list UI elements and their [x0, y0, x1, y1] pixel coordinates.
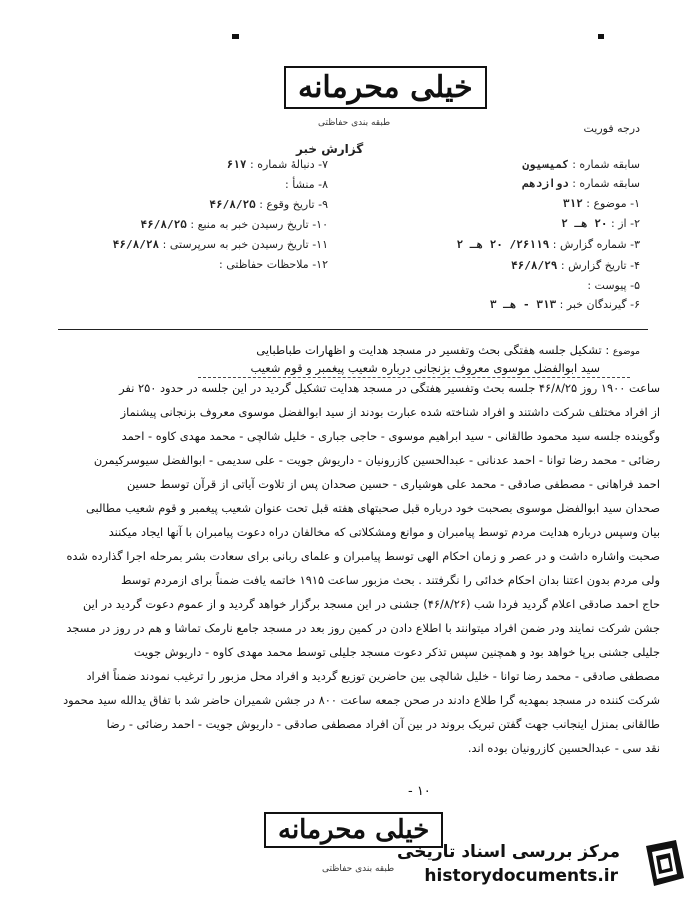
field-row: سابقه شماره : دوازدهم — [522, 177, 640, 190]
body-line: حاج احمد صادقی اعلام گردید فردا شب (۴۶/۸/۲۶) جشنی در این مسجد برگزار خواهد گردید و از عموم دعوت گردید در این — [82, 597, 660, 611]
body-line: نقد سی - عبدالحسین کازرونیان بوده اند. — [467, 741, 660, 755]
field-row: ۴- تاریخ گزارش : ۴۶/۸/۲۹ — [511, 259, 640, 272]
body-line: جلیلی جشنی برپا خواهد بود و همچنین سپس تذکر دعوت مسجد جلیلی توسط محمد مهدی کاوه - داریوش جویت — [133, 645, 660, 659]
field-value: ۴۶/۸/۲۹ — [511, 259, 558, 272]
priority-label: درجه فوریت — [583, 122, 640, 135]
header-divider — [58, 329, 648, 330]
field-row: ۱۱- تاریخ رسیدن خبر به سرپرستی : ۴۶/۸/۲۸ — [112, 238, 328, 251]
field-row: سابقه شماره : کمیسیون — [522, 158, 640, 171]
field-row: ۷- دنبالهٔ شماره : ۶۱۷ — [226, 158, 328, 171]
field-label: ۴- تاریخ گزارش — [568, 259, 640, 272]
watermark-title: مرکز بررسی اسناد تاریخی — [397, 842, 620, 862]
field-label: ۸- منشأ — [292, 178, 328, 191]
field-row: ۱- موضوع : ۳۱۲ — [562, 197, 640, 210]
body-line: صحدان سید ابوالفضل موسوی بصحبت خود درباره قبل صحبتهای هفته قبل تحت عنوان شعیب پیغمبر و قوم شعیب مطالبی — [86, 501, 660, 515]
field-row: ۵- پیوست : — [587, 279, 640, 292]
field-label: ۷- دنبالهٔ شماره — [257, 158, 328, 171]
field-row: ۶- گیرندگان خبر : ۳۱۳ - هـ ۳ — [489, 298, 640, 311]
field-label: ۶- گیرندگان خبر — [566, 298, 640, 311]
field-value: دوازدهم — [522, 177, 569, 190]
field-label: ۱۱- تاریخ رسیدن خبر به سرپرستی — [169, 238, 328, 251]
field-label: ۱- موضوع — [593, 197, 640, 210]
field-label: ۱۰- تاریخ رسیدن خبر به منبع — [197, 218, 328, 231]
field-row: ۹- تاریخ وقوع : ۴۶/۸/۲۵ — [209, 198, 328, 211]
punch-mark — [232, 34, 239, 39]
subject-line-2: سید ابوالفضل موسوی معروف بزنجانی درباره شعیب پیغمبر و قوم شعیب — [250, 361, 600, 375]
field-label: سابقه شماره — [579, 158, 640, 171]
body-line: طالقانی بمنزل اینجانب جهت گفتن تبریک بروند در بین آن افراد مصطفی صادقی - داریوش جویت - احمد رضائی - رضا — [106, 717, 660, 731]
body-line: وگوینده جلسه سید محمود طالقانی - سید ابراهیم موسوی - حاجی جباری - خلیل شالچی - محمد مهدی کاوه - احمد — [121, 429, 660, 443]
subject-line-1: تشکیل جلسه هفتگی بحث وتفسیر در مسجد هدایت و اظهارات طباطبایی — [256, 343, 602, 357]
classification-stamp — [284, 66, 487, 109]
field-value: ۲۰ هـ ۲ — [561, 217, 608, 230]
field-label: ۲- از — [618, 217, 640, 230]
field-value: ۲۶۱۱۹/ ۲۰ هـ ۲ — [456, 238, 550, 251]
field-value: ۳۱۲ — [562, 197, 583, 210]
subject-label: موضوع — [612, 347, 640, 357]
signature: - ۱۰ — [408, 784, 431, 799]
field-value: ۴۶/۸/۲۵ — [140, 218, 187, 231]
body-line: احمد فراهانی - مصطفی صادقی - محمد علی هوشیاری - حسین صحدان پس از تلاوت آیاتی از قرآن توسط حسین — [126, 477, 660, 491]
body-line: شرکت کننده در مسجد بمهدیه گرا طلاع دادند در صحن جمعه ساعت ۸۰۰ در جشن شمیران حاضر شد با تفاق یدالله سید محمود — [63, 693, 660, 707]
body-line: ساعت ۱۹۰۰ روز ۴۶/۸/۲۵ جلسه بحث وتفسیر هفتگی در مسجد هدایت تشکیل گردید در این جلسه در حدود ۲۵۰ نفر — [119, 381, 660, 395]
field-label: ۵- پیوست — [594, 279, 640, 292]
field-row: ۳- شماره گزارش : ۲۶۱۱۹/ ۲۰ هـ ۲ — [456, 238, 640, 251]
field-label: ۳- شماره گزارش — [560, 238, 640, 251]
field-row: ۱۰- تاریخ رسیدن خبر به منبع : ۴۶/۸/۲۵ — [140, 218, 328, 231]
field-label: ۹- تاریخ وقوع — [266, 198, 328, 211]
body-line: صحبت واشاره داشت و در عصر و زمان احکام الهی توسط پیامبران و علمای ربانی برای سعادت بشر بمرحله اجرا گذارده شده — [66, 549, 660, 563]
classification-stamp-subtitle: طبقه بندی حفاظتی — [318, 118, 391, 128]
archive-logo-icon — [640, 838, 688, 888]
body-line: ولی مردم بدون اعتنا بدان احکام خدائی را نگرفتند . بحث مزبور ساعت ۱۹۱۵ خاتمه یافت ضمناً برای ازمردم توسط — [120, 573, 660, 587]
field-value: ۳۱۳ - هـ ۳ — [489, 298, 557, 311]
field-label: سابقه شماره — [579, 177, 640, 190]
watermark-url: historydocuments.ir — [424, 866, 618, 886]
body-line: جشن شرکت نمایند ودر ضمن افراد میتوانند با اطلاع دادن در کمین روز بعد در مسجد جامع نارمک تماشا و هم در روز در مسجد — [66, 621, 660, 635]
body-line: رضائی - محمد رضا توانا - احمد عدنانی - عبدالحسین کازرونیان - داریوش جویت - علی سدیمی - ابوالفضل سیوسرکیمرن — [93, 453, 660, 467]
body-line: مصطفی صادقی - محمد رضا توانا - خلیل شالچی بین حاضرین توزیع گردید و افراد محل مزبور را ترغیب نمودند ضمناً افراد — [86, 669, 660, 683]
subject-row: موضوع : تشکیل جلسه هفتگی بحث وتفسیر در مسجد هدایت و اظهارات طباطبایی — [256, 343, 640, 357]
field-row: ۸- منشأ : — [285, 178, 328, 191]
subject-underline — [198, 377, 630, 378]
field-value: ۴۶/۸/۲۵ — [209, 198, 256, 211]
field-value: ۶۱۷ — [226, 158, 247, 171]
bottom-stamp-text: خیلی محرمانه — [278, 815, 430, 845]
field-label: ۱۲- ملاحظات حفاظتی — [226, 258, 328, 271]
report-title: گزارش خبر — [296, 142, 364, 156]
bottom-stamp-subtitle: طبقه بندی حفاظتی — [322, 864, 395, 874]
body-line: از افراد مختلف شرکت داشتند و افراد شناخته شده عبارت بودند از سید ابوالفضل موسوی معروف بزنجانی پیشنماز — [120, 405, 660, 419]
body-line: بیان وسپس درباره هدایت مردم توسط پیامبران و موانع ومشکلاتی که مخالفان دراه دعوت پیامبران با آنها ایجاد میکنند — [108, 525, 660, 539]
field-value: کمیسیون — [522, 158, 569, 171]
field-row: ۱۲- ملاحظات حفاظتی : — [219, 258, 328, 271]
punch-mark — [598, 34, 604, 39]
classification-stamp-text: خیلی محرمانه — [298, 70, 473, 105]
field-row: ۲- از : ۲۰ هـ ۲ — [561, 217, 640, 230]
field-value: ۴۶/۸/۲۸ — [112, 238, 160, 251]
